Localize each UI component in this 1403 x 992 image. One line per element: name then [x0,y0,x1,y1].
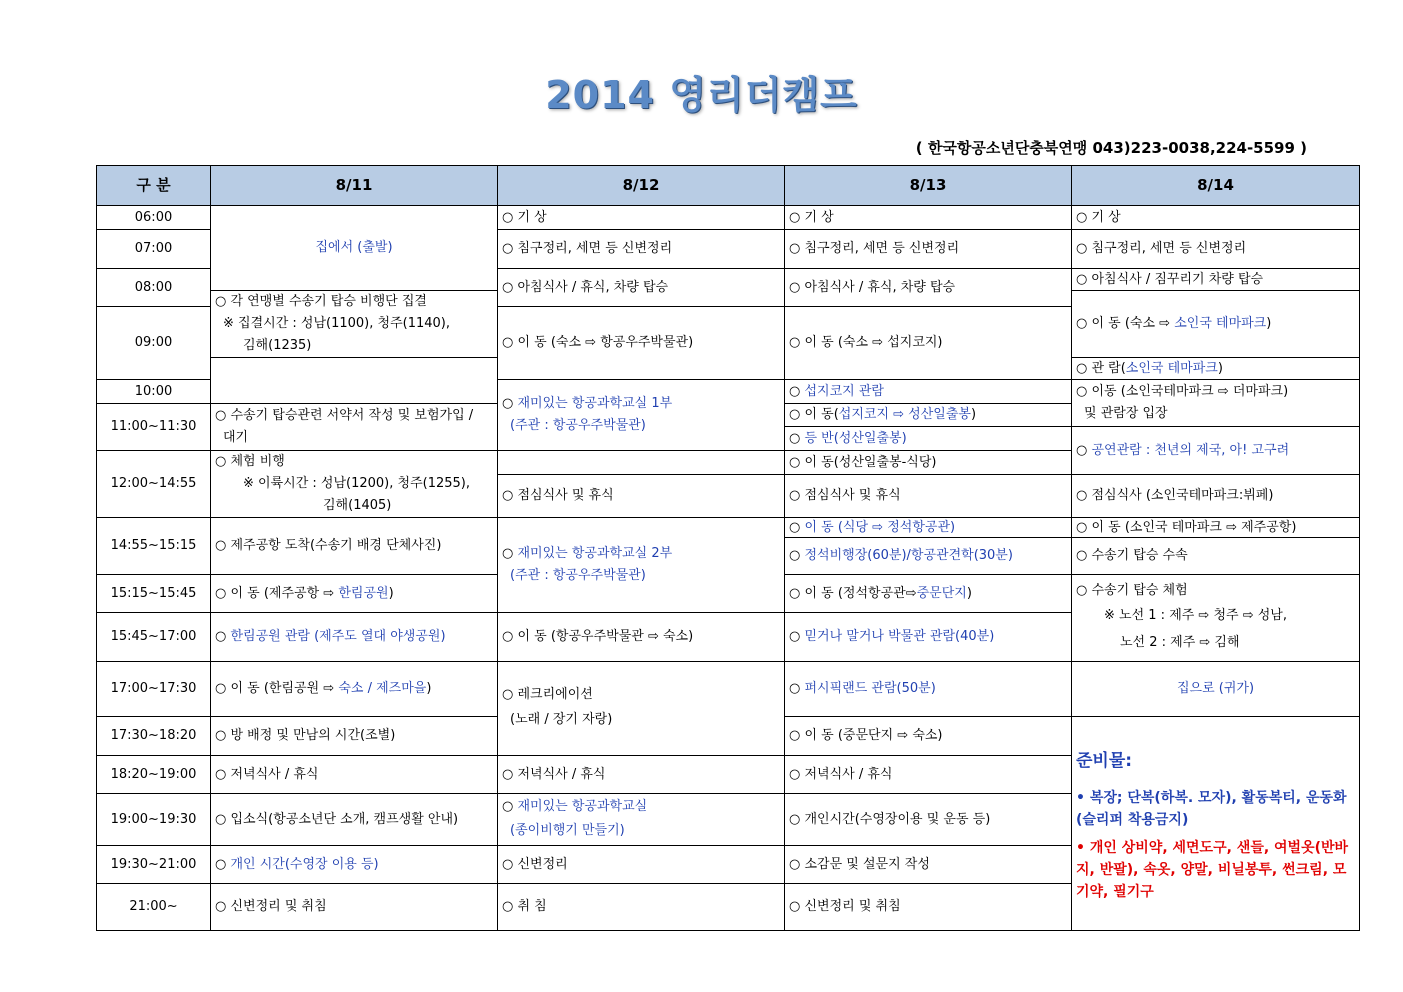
d3-pacific-text: 퍼시픽랜드 관람(50분) [804,681,936,697]
suffix: ) [1217,360,1223,376]
d4-tour-place: 소인국 테마파크 [1125,360,1218,376]
prefix: ○ [502,546,518,561]
d4-home: 집으로 (귀가) [1072,662,1360,717]
suffix: ) [426,681,432,697]
time-cell: 06:00 [97,206,211,230]
prefix: ○ 이 동 (제주공항 ⇨ [215,585,339,601]
prep-title: 준비물: [1076,751,1133,772]
header-day-2: 8/12 [498,166,785,206]
prefix: ○ 이 동 (정석항공관⇨ [789,585,917,601]
d1-park [211,613,498,662]
d2-class3-sub: (종이비행기 만들기) [510,822,625,838]
d1-gather-line: ○ 각 연맹별 수송기 탑승 비행단 집결 [215,294,427,309]
time-cell: 08:00 [97,269,211,307]
d2-move1: ○ 이 동 (숙소 ⇨ 항공우주박물관) [498,307,785,380]
d1-flight [211,451,498,518]
d3-museum-text: 믿거나 말거나 박물관 관람(40분) [804,629,995,645]
time-cell: 14:55~15:15 [97,518,211,575]
prefix: ○ [215,538,231,554]
d1-free [211,846,498,884]
d3-breakfast: ○ 아침식사 / 휴식, 차량 탑승 [785,269,1072,307]
d1-flight-line: ○ 체험 비행 [215,454,285,469]
d1-park-text: 한림공원 관람 (제주도 열대 야생공원) [230,629,446,645]
prefix: ○ [789,383,805,399]
prefix: ○ 이 동 (한림공원 ⇨ [215,681,339,697]
prefix: ○ [789,519,805,535]
d1-free-text: 개인 시간(수영장 이용 등) [230,856,379,872]
d3-sub-title: 섭지코지 관람 [804,383,884,399]
d1-dinner: ○ 저녁식사 / 휴식 [211,756,498,794]
d4-breakfast: ○ 아침식사 / 짐꾸리기 차량 탑승 [1072,269,1360,291]
prefix: ○ 이 동 (숙소 ⇨ [1076,316,1175,332]
d1-arrive [211,518,498,575]
d3-wake: ○ 기 상 [785,206,1072,230]
d4-move3: ○ 이 동 (소인국 테마파크 ⇨ 제주공항) [1072,518,1360,538]
header-day-1: 8/11 [211,166,498,206]
d1-move2 [211,662,498,717]
d4-flight-line: ○ 수송기 탑승 체험 [1076,583,1188,598]
prefix: ○ 이 동( [789,407,839,423]
d1-flight-time: ※ 이륙시간 : 성남(1200), 청주(1255), [243,476,470,491]
d2-lunch: ○ 점심식사 및 휴식 [498,475,785,518]
header-day-4: 8/14 [1072,166,1360,206]
d4-preparations [1072,717,1360,931]
d4-move1-place: 소인국 테마파크 [1174,316,1267,332]
suffix: ) [970,407,977,423]
d4-board: ○ 수송기 탑승 수속 [1072,538,1360,575]
d2-class1-title: 재미있는 항공과학교실 1부 [517,396,673,411]
time-cell: 18:20~19:00 [97,756,211,794]
d2-class2 [498,518,785,613]
contact-info: ( 한국항공소년단충북연맹 043)223-0038,224-5599 ) [915,139,1307,157]
d2-class2-host: (주관 : 항공우주박물관) [510,568,646,583]
d3-move1: ○ 이 동 (숙소 ⇨ 섭지코지) [785,307,1072,380]
page-title: 2014 영리더캠프 [545,73,858,117]
d1-gather-extra [211,358,498,404]
d2-sleep: ○ 취 침 [498,884,785,931]
d2-recreation [498,662,785,756]
header-day-3: 8/13 [785,166,1072,206]
time-cell: 19:30~21:00 [97,846,211,884]
d3-climb [785,427,1072,451]
d3-dinner: ○ 저녁식사 / 휴식 [785,756,1072,794]
d4-wash: ○ 침구정리, 세면 등 신변정리 [1072,230,1360,269]
schedule-table [96,165,1360,931]
d2-class1-host: (주관 : 항공우주박물관) [510,418,646,433]
time-cell: 07:00 [97,230,211,269]
d2-move2: ○ 이 동 (항공우주박물관 ⇨ 숙소) [498,613,785,662]
time-cell: 17:30~18:20 [97,717,211,756]
d1-gather-time2: 김해(1235) [243,338,312,353]
d2-tidy: ○ 신변정리 [498,846,785,884]
d2-wash: ○ 침구정리, 세면 등 신변정리 [498,230,785,269]
prefix: ○ [1076,442,1092,458]
d2-class3 [498,794,785,846]
d2-dinner: ○ 저녁식사 / 휴식 [498,756,785,794]
d1-room: ○ 방 배정 및 만남의 시간(조별) [211,717,498,756]
d3-pacific [785,662,1072,717]
d2-breakfast: ○ 아침식사 / 휴식, 차량 탑승 [498,269,785,307]
d3-climb-title: 등 반(성산일출봉) [804,430,907,446]
d1-flight-time2: 김해(1405) [323,498,392,513]
d1-ceremony: ○ 입소식(항공소년단 소개, 캠프생활 안내) [211,794,498,846]
time-cell: 19:00~19:30 [97,794,211,846]
d4-move2-line2: 및 관람장 입장 [1084,406,1168,421]
d1-home: 집에서 (출발) [211,206,498,291]
d3-lunch: ○ 점심식사 및 휴식 [785,475,1072,518]
d3-move2 [785,404,1072,427]
d3-museum [785,613,1072,662]
d4-show-title: 공연관람 : 천년의 제국, 아! 고구려 [1091,442,1290,458]
time-cell: 12:00~14:55 [97,451,211,518]
d3-move5-place: 중문단지 [916,585,967,601]
time-cell: 21:00~ [97,884,211,931]
time-cell: 10:00 [97,380,211,404]
d1-gather [211,291,498,358]
prep-clothing: • 복장; 단복(하복. 모자), 활동복티, 운동화(슬리퍼 착용금지) [1076,789,1347,828]
d4-move2-line: ○ 이동 (소인국테마파크 ⇨ 더마파크) [1076,384,1289,399]
time-cell: 15:15~15:45 [97,575,211,613]
header-category: 구 분 [97,166,211,206]
d3-move3: ○ 이 동(성산일출봉-식당) [785,451,1072,475]
prefix: ○ 관 람( [1076,360,1126,376]
suffix: ) [388,585,394,601]
time-cell: 09:00 [97,307,211,380]
d4-wake: ○ 기 상 [1072,206,1360,230]
d1-form [211,404,498,451]
d3-sleep: ○ 신변정리 및 취침 [785,884,1072,931]
prefix: ○ [789,681,805,697]
d2-class1-extra [498,451,785,475]
time-cell: 15:45~17:00 [97,613,211,662]
d2-class1 [498,380,785,451]
d1-form-line2: 대기 [223,430,249,445]
prefix: ○ [215,629,231,645]
d2-recreation-line: ○ 레크리에이션 [502,686,593,702]
d1-arrive-text: 제주공항 도착(수송기 배경 단체사진) [230,538,442,554]
d4-lunch: ○ 점심식사 (소인국테마파크:뷔페) [1072,475,1360,518]
d4-move1 [1072,291,1360,358]
d3-move4-text: 이 동 (식당 ⇨ 정석항공관) [804,519,956,535]
d3-sub [785,380,1072,404]
d4-route2: 노선 2 : 제주 ⇨ 김해 [1120,635,1240,650]
d1-move1-place: 한림공원 [338,585,389,601]
d1-form-line: ○ 수송기 탑승관련 서약서 작성 및 보험가입 / [215,408,474,423]
time-cell: 17:00~17:30 [97,662,211,717]
time-cell: 11:00~11:30 [97,404,211,451]
d2-class2-title: 재미있는 항공과학교실 2부 [517,546,673,561]
prefix: ○ [502,396,518,411]
d4-tour [1072,358,1360,380]
suffix: ) [966,585,972,601]
d2-class3-title: 재미있는 항공과학교실 [517,798,648,814]
d4-flight [1072,575,1360,662]
prefix: ○ [789,430,805,446]
d3-personal: ○ 개인시간(수영장이용 및 운동 등) [785,794,1072,846]
d3-survey: ○ 소감문 및 설문지 작성 [785,846,1072,884]
prefix: ○ [215,856,231,872]
prefix: ○ [789,548,805,564]
prefix: ○ [502,798,518,814]
suffix: ) [1266,316,1272,332]
d1-gather-time: ※ 집결시간 : 성남(1100), 청주(1140), [223,316,450,331]
d3-move6: ○ 이 동 (중문단지 ⇨ 숙소) [785,717,1072,756]
prep-personal: • 개인 상비약, 세면도구, 샌들, 여벌옷(반바지, 반팔), 속옷, 양말, 비닐봉투, 썬크림, 모기약, 필기구 [1076,839,1349,900]
d2-recreation-line2: (노래 / 장기 자랑) [510,711,613,727]
d4-move2 [1072,380,1360,427]
d1-move1 [211,575,498,613]
d3-sim [785,538,1072,575]
d1-sleep: ○ 신변정리 및 취침 [211,884,498,931]
d3-move5 [785,575,1072,613]
d4-show [1072,427,1360,475]
d1-move2-place: 숙소 / 제즈마을 [338,681,427,697]
d3-sim-text: 정석비행장(60분)/항공관견학(30분) [804,548,1013,564]
d3-move4 [785,518,1072,538]
prefix: ○ [789,629,805,645]
d3-wash: ○ 침구정리, 세면 등 신변정리 [785,230,1072,269]
d3-move2-place: 섭지코지 ⇨ 성산일출봉 [838,407,971,423]
d2-wake: ○ 기 상 [498,206,785,230]
d4-route1: ※ 노선 1 : 제주 ⇨ 청주 ⇨ 성남, [1104,608,1287,623]
